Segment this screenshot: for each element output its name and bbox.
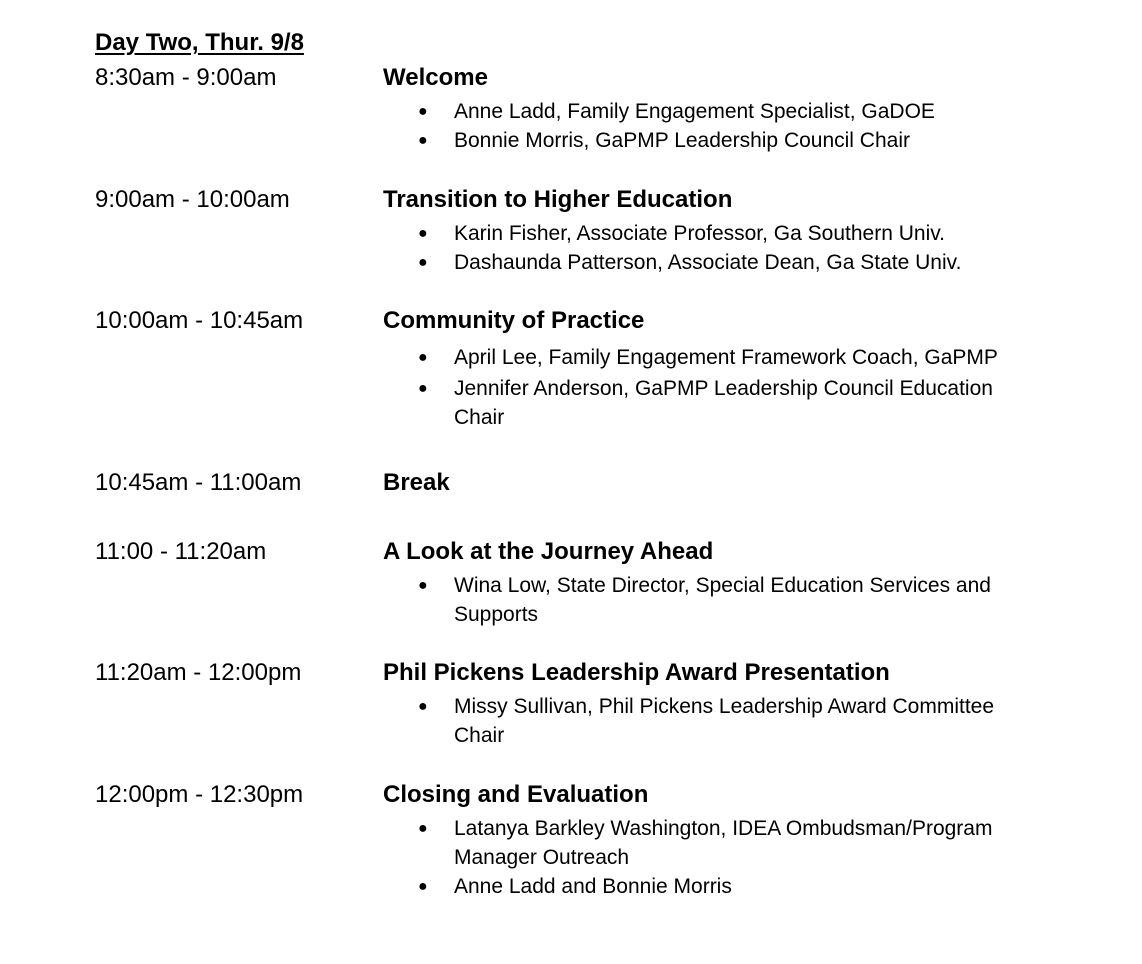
speaker-item xyxy=(383,872,1043,901)
speaker-text: Anne Ladd, Family Engagement Specialist, GaDOE xyxy=(454,100,935,123)
session-title: Break xyxy=(383,469,450,496)
session-title: Phil Pickens Leadership Award Presentation xyxy=(383,659,890,686)
bullet-icon: ● xyxy=(418,103,428,120)
bullet-icon: ● xyxy=(418,577,428,594)
speaker-list xyxy=(383,97,1043,155)
speaker-item xyxy=(383,248,1043,277)
session-title: Welcome xyxy=(383,64,488,91)
speaker-item xyxy=(383,219,1043,248)
speaker-item xyxy=(383,814,1043,872)
bullet-icon: ● xyxy=(418,380,428,397)
speaker-text: Missy Sullivan, Phil Pickens Leadership Award Committee Chair xyxy=(454,695,995,747)
bullet-icon: ● xyxy=(418,132,428,149)
session-title: Transition to Higher Education xyxy=(383,186,733,213)
session-time: 9:00am - 10:00am xyxy=(95,186,290,213)
day-title: Day Two, Thur. 9/8 xyxy=(95,29,304,56)
session-time: 12:00pm - 12:30pm xyxy=(95,781,304,808)
speaker-text: Latanya Barkley Washington, IDEA Ombudsman/Program Manager Outreach xyxy=(454,817,993,869)
bullet-icon: ● xyxy=(418,820,428,837)
speaker-item xyxy=(383,374,1043,432)
speaker-item xyxy=(383,692,1043,750)
speaker-text: Anne Ladd and Bonnie Morris xyxy=(454,875,732,898)
speaker-item xyxy=(383,571,1043,629)
speaker-list xyxy=(383,814,1043,901)
bullet-icon: ● xyxy=(418,225,428,242)
speaker-item xyxy=(383,343,1043,372)
session-title: Closing and Evaluation xyxy=(383,781,649,808)
session-time: 11:00 - 11:20am xyxy=(95,538,267,565)
speaker-item xyxy=(383,97,1043,126)
speaker-list xyxy=(383,219,1043,277)
session-time: 10:00am - 10:45am xyxy=(95,307,304,334)
speaker-text: Jennifer Anderson, GaPMP Leadership Council Education Chair xyxy=(454,377,993,429)
session-title: A Look at the Journey Ahead xyxy=(383,538,714,565)
bullet-icon: ● xyxy=(418,254,428,271)
speaker-list xyxy=(383,571,1043,629)
bullet-icon: ● xyxy=(418,878,428,895)
bullet-icon: ● xyxy=(418,698,428,715)
speaker-text: April Lee, Family Engagement Framework Coach, GaPMP xyxy=(454,346,998,369)
speaker-text: Karin Fisher, Associate Professor, Ga Southern Univ. xyxy=(454,222,946,245)
session-time: 10:45am - 11:00am xyxy=(95,469,302,496)
speaker-text: Dashaunda Patterson, Associate Dean, Ga State Univ. xyxy=(454,251,962,274)
speaker-item xyxy=(383,126,1043,155)
speaker-list xyxy=(383,692,1043,750)
session-time: 8:30am - 9:00am xyxy=(95,64,277,91)
speaker-list xyxy=(383,343,1043,434)
session-time: 11:20am - 12:00pm xyxy=(95,659,302,686)
speaker-text: Bonnie Morris, GaPMP Leadership Council Chair xyxy=(454,129,910,152)
bullet-icon: ● xyxy=(418,349,428,366)
session-title: Community of Practice xyxy=(383,307,645,334)
speaker-text: Wina Low, State Director, Special Education Services and Supports xyxy=(454,574,991,626)
